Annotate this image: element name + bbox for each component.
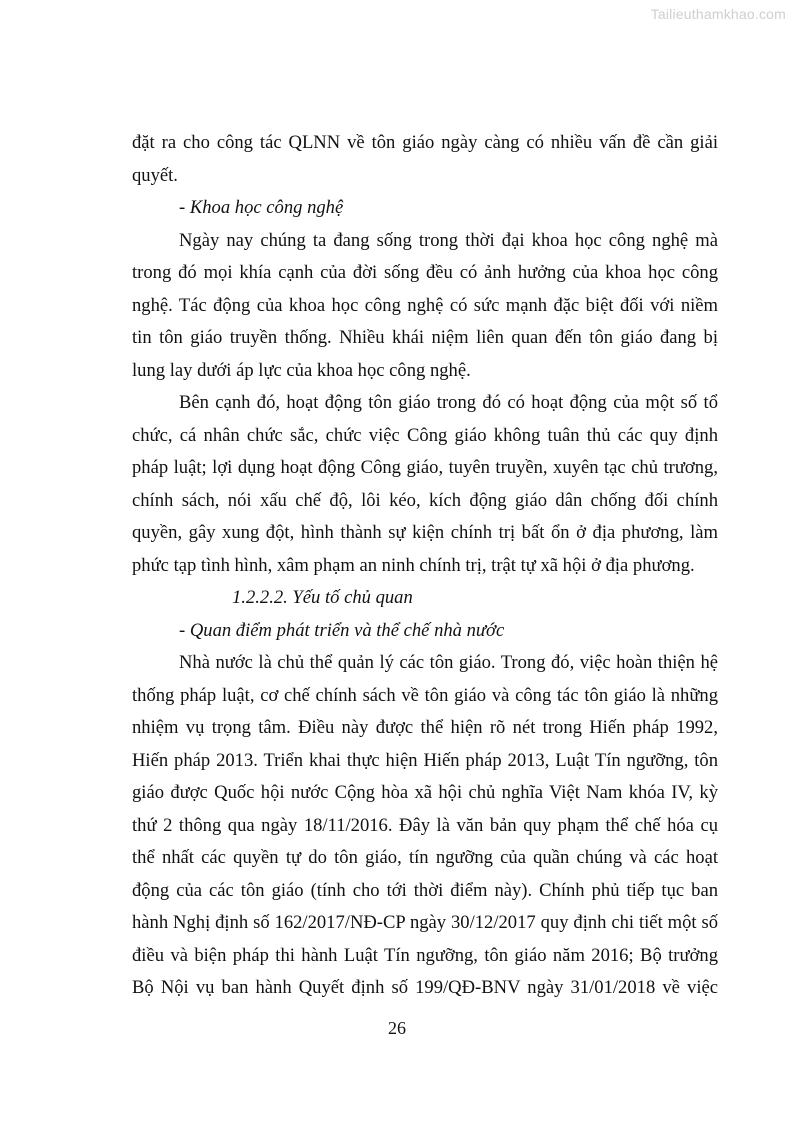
text-line: Bên cạnh đó, hoạt động tôn giáo trong đó có hoạt động của một số tổ	[179, 392, 718, 413]
text-line: đặt ra cho công tác QLNN về tôn giáo ngày càng có nhiều vấn đề cần giải	[132, 132, 718, 153]
watermark-text: Tailieuthamkhao.com	[650, 6, 786, 22]
paragraph-science-technology	[132, 225, 718, 388]
subheading-text: - Quan điểm phát triển và thể chế nhà nước	[179, 619, 505, 641]
text-line: thể nhất các quyền tự do tôn giáo, tín ngưỡng của quần chúng và các hoạt	[132, 847, 718, 868]
section-heading-text: 1.2.2.2. Yếu tố chủ quan	[232, 587, 413, 608]
text-line: tin tôn giáo truyền thống. Nhiều khái niệm liên quan đến tôn giáo đang bị	[132, 327, 718, 348]
text-line: Hiến pháp 2013. Triển khai thực hiện Hiến pháp 2013, Luật Tín ngưỡng, tôn	[132, 749, 718, 771]
text-line: động của các tôn giáo (tính cho tới thời điểm này). Chính phủ tiếp tục ban	[132, 879, 718, 901]
text-line: Ngày nay chúng ta đang sống trong thời đại khoa học công nghệ mà	[179, 229, 718, 251]
text-line: quyền, gây xung đột, hình thành sự kiện chính trị bất ổn ở địa phương, làm	[132, 522, 718, 543]
text-line: chính sách, nói xấu chế độ, lôi kéo, kích động giáo dân chống đối chính	[132, 489, 718, 511]
text-line: pháp luật; lợi dụng hoạt động Công giáo, tuyên truyền, xuyên tạc chủ trương,	[132, 457, 718, 478]
text-line: nghệ. Tác động của khoa học công nghệ có sức mạnh đặc biệt đối với niềm	[132, 294, 718, 316]
document-body	[132, 127, 718, 1005]
paragraph-state-management	[132, 647, 718, 1005]
text-line: quyết.	[132, 164, 178, 186]
text-line: lung lay dưới áp lực của khoa học công nghệ.	[132, 359, 471, 381]
text-line: nhiệm vụ trọng tâm. Điều này được thể hiện rõ nét trong Hiến pháp 1992,	[132, 717, 718, 738]
paragraph-continuation	[132, 127, 718, 192]
text-line: trong đó mọi khía cạnh của đời sống đều có ảnh hưởng của khoa học công	[132, 262, 718, 283]
section-heading-subjective-factors	[132, 582, 718, 615]
text-line: chức, cá nhân chức sắc, chức việc Công giáo không tuân thủ các quy định	[132, 424, 718, 446]
text-line: thống pháp luật, cơ chế chính sách về tôn giáo và công tác tôn giáo là những	[132, 684, 718, 706]
text-line: điều và biện pháp thi hành Luật Tín ngưỡng, tôn giáo năm 2016; Bộ trưởng	[132, 944, 718, 966]
paragraph-religious-activities	[132, 387, 718, 582]
subheading-state-institutions	[132, 615, 718, 648]
text-line: thứ 2 thông qua ngày 18/11/2016. Đây là văn bản quy phạm thể chế hóa cụ	[132, 814, 718, 836]
subheading-science-technology	[132, 192, 718, 225]
text-line: giáo được Quốc hội nước Cộng hòa xã hội chủ nghĩa Việt Nam khóa IV, kỳ	[132, 782, 718, 803]
page-number: 26	[388, 1018, 406, 1038]
text-line: phức tạp tình hình, xâm phạm an ninh chính trị, trật tự xã hội ở địa phương.	[132, 554, 695, 576]
text-line: Bộ Nội vụ ban hành Quyết định số 199/QĐ-BNV ngày 31/01/2018 về việc	[132, 977, 718, 998]
text-line: hành Nghị định số 162/2017/NĐ-CP ngày 30/12/2017 quy định chi tiết một số	[132, 912, 718, 933]
text-line: Nhà nước là chủ thể quản lý các tôn giáo. Trong đó, việc hoàn thiện hệ	[179, 652, 718, 673]
subheading-text: - Khoa học công nghệ	[179, 197, 344, 218]
